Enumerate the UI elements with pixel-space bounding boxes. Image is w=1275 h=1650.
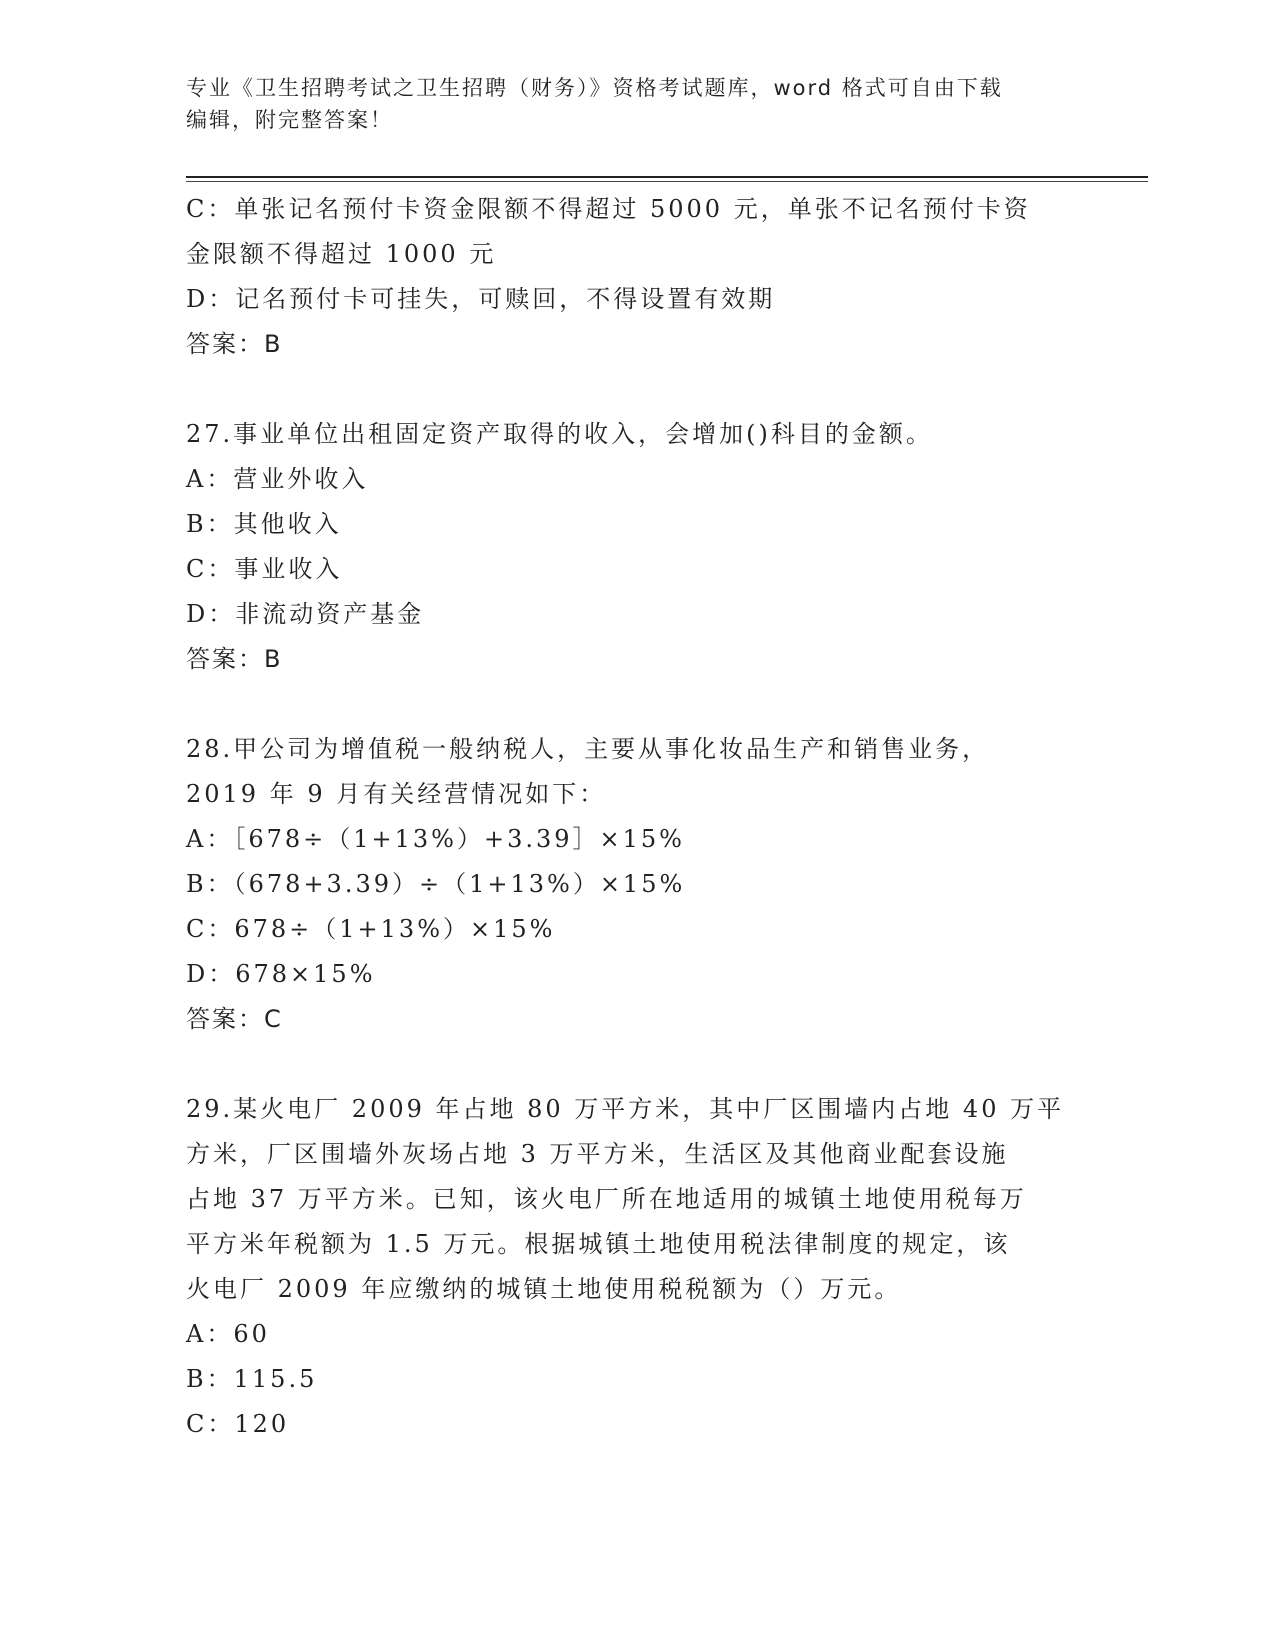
option-a: A：［678÷（1+13%）+3.39］×15% xyxy=(186,825,685,853)
option-c-line-1: C：单张记名预付卡资金限额不得超过 5000 元，单张不记名预付卡资 xyxy=(186,195,1031,223)
answer: 答案：B xyxy=(186,645,283,673)
answer: 答案：C xyxy=(186,1005,283,1033)
option-d: D：记名预付卡可挂失，可赎回，不得设置有效期 xyxy=(186,285,776,313)
header-divider-thin xyxy=(186,181,1148,182)
option-d: D：非流动资产基金 xyxy=(186,600,425,628)
question-text: 27.事业单位出租固定资产取得的收入，会增加()科目的金额。 xyxy=(186,420,933,448)
option-d: D：678×15% xyxy=(186,960,376,988)
document-body xyxy=(186,187,1066,1447)
option-b: B：115.5 xyxy=(186,1365,318,1393)
question-text-line-3: 占地 37 万平方米。已知，该火电厂所在地适用的城镇土地使用税每万 xyxy=(186,1185,1027,1213)
answer: 答案：B xyxy=(186,330,283,358)
option-b: B：其他收入 xyxy=(186,510,342,538)
spacer xyxy=(186,367,1066,412)
question-27 xyxy=(186,412,1066,682)
option-c-line-2: 金限额不得超过 1000 元 xyxy=(186,240,497,268)
question-text-line-2: 方米，厂区围墙外灰场占地 3 万平方米，生活区及其他商业配套设施 xyxy=(186,1140,1009,1168)
option-c: C：事业收入 xyxy=(186,555,343,583)
question-text-line-1: 29.某火电厂 2009 年占地 80 万平方米，其中厂区围墙内占地 40 万平 xyxy=(186,1095,1065,1123)
question-text-line-4: 平方米年税额为 1.5 万元。根据城镇土地使用税法律制度的规定，该 xyxy=(186,1230,1011,1258)
option-a: A：60 xyxy=(186,1320,270,1348)
option-a: A：营业外收入 xyxy=(186,465,369,493)
question-26-tail xyxy=(186,187,1066,367)
header-line-2: 编辑，附完整答案！ xyxy=(186,108,393,132)
spacer xyxy=(186,1042,1066,1087)
question-text-line-1: 28.甲公司为增值税一般纳税人，主要从事化妆品生产和销售业务， xyxy=(186,735,990,763)
question-text-line-2: 2019 年 9 月有关经营情况如下： xyxy=(186,780,607,808)
question-29 xyxy=(186,1087,1066,1447)
option-c: C：678÷（1+13%）×15% xyxy=(186,915,556,943)
option-c: C：120 xyxy=(186,1410,290,1438)
option-b: B：（678+3.39）÷（1+13%）×15% xyxy=(186,870,686,898)
header-divider-thick xyxy=(186,176,1148,178)
document-header xyxy=(186,72,1066,136)
question-text-line-5: 火电厂 2009 年应缴纳的城镇土地使用税税额为（）万元。 xyxy=(186,1275,902,1303)
question-28 xyxy=(186,727,1066,1042)
spacer xyxy=(186,682,1066,727)
header-line-1: 专业《卫生招聘考试之卫生招聘（财务）》资格考试题库，word 格式可自由下载 xyxy=(186,76,1003,100)
